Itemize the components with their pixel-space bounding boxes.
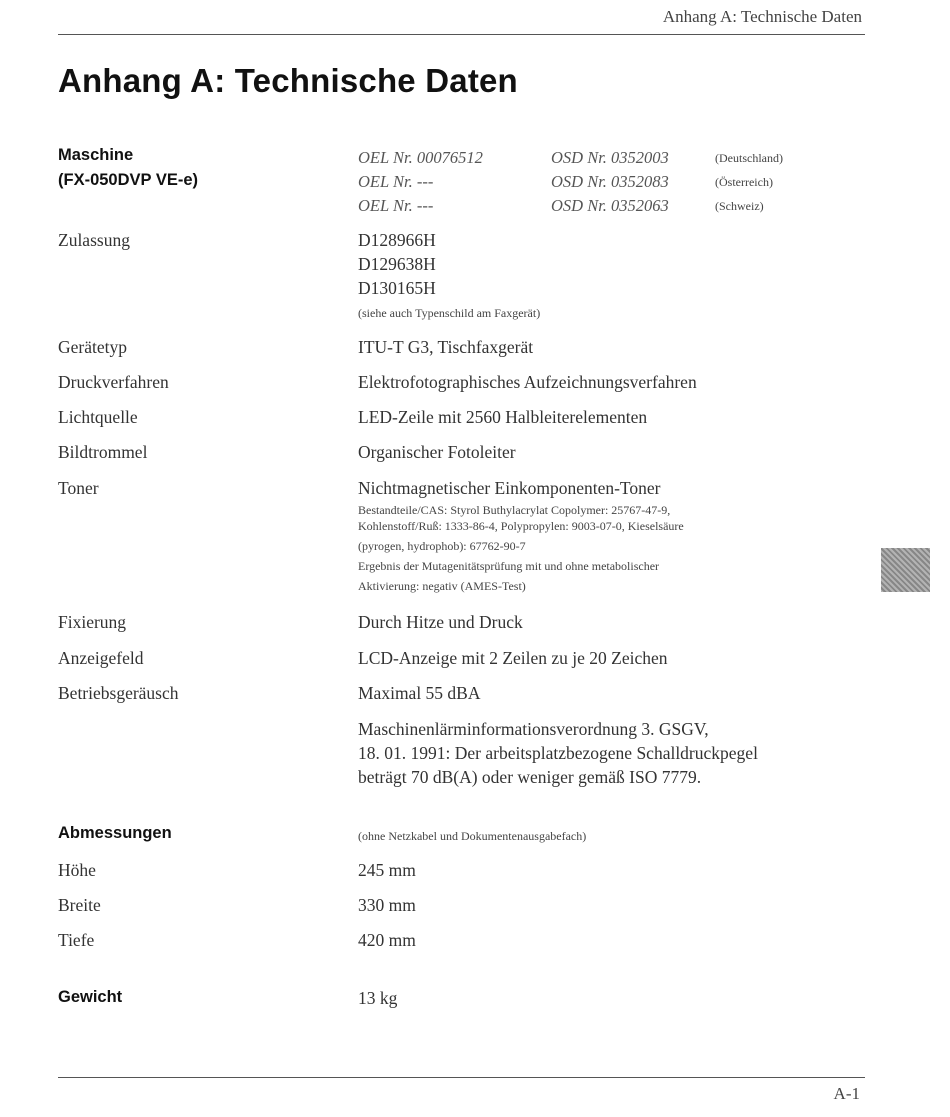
anzeigefeld-label: Anzeigefeld bbox=[58, 648, 144, 668]
footer-rule bbox=[58, 1077, 865, 1078]
gewicht-value: 13 kg bbox=[358, 988, 398, 1008]
abmessungen-label: Abmessungen bbox=[58, 824, 172, 842]
page-title: Anhang A: Technische Daten bbox=[58, 62, 518, 99]
toner-detail: Ergebnis der Mutagenitätsprüfung mit und ohne metabolischer bbox=[358, 559, 660, 573]
toner-detail: Bestandteile/CAS: Styrol Buthylacrylat Copolymer: 25767-47-9, bbox=[358, 503, 671, 517]
betriebsgeraeusch-detail: beträgt 70 dB(A) oder weniger gemäß ISO 7779. bbox=[358, 767, 702, 787]
bildtrommel-label: Bildtrommel bbox=[58, 442, 148, 462]
maschine-model-label: (FX-050DVP VE-e) bbox=[58, 171, 198, 189]
country-label: (Österreich) bbox=[715, 175, 773, 189]
hoehe-label: Höhe bbox=[58, 860, 96, 880]
hoehe-value: 245 mm bbox=[358, 860, 416, 880]
betriebsgeraeusch-value: Maximal 55 dBA bbox=[358, 683, 481, 703]
oel-number: OEL Nr. 00076512 bbox=[358, 148, 483, 167]
abmessungen-note: (ohne Netzkabel und Dokumentenausgabefach) bbox=[358, 829, 587, 843]
zulassung-value: D129638H bbox=[358, 254, 436, 274]
gewicht-label: Gewicht bbox=[58, 988, 123, 1006]
zulassung-value: D130165H bbox=[358, 278, 436, 298]
lichtquelle-value: LED-Zeile mit 2560 Halbleiterelementen bbox=[358, 407, 648, 427]
oel-number: OEL Nr. --- bbox=[358, 172, 434, 191]
breite-label: Breite bbox=[58, 895, 101, 915]
page-number: A-1 bbox=[833, 1084, 860, 1103]
fixierung-label: Fixierung bbox=[58, 612, 127, 632]
toner-value: Nichtmagnetischer Einkomponenten-Toner bbox=[358, 478, 661, 498]
running-header: Anhang A: Technische Daten bbox=[662, 7, 862, 26]
betriebsgeraeusch-detail: Maschinenlärminformationsverordnung 3. GSGV, bbox=[358, 719, 709, 739]
breite-value: 330 mm bbox=[358, 895, 416, 915]
tiefe-value: 420 mm bbox=[358, 930, 416, 950]
osd-number: OSD Nr. 0352003 bbox=[551, 148, 669, 167]
header-rule bbox=[58, 34, 865, 35]
anzeigefeld-value: LCD-Anzeige mit 2 Zeilen zu je 20 Zeichen bbox=[358, 648, 668, 668]
zulassung-label: Zulassung bbox=[58, 230, 130, 250]
betriebsgeraeusch-label: Betriebsgeräusch bbox=[58, 683, 179, 703]
geraetetyp-value: ITU-T G3, Tischfaxgerät bbox=[358, 337, 534, 357]
country-label: (Schweiz) bbox=[715, 199, 764, 213]
country-label: (Deutschland) bbox=[715, 151, 783, 165]
bildtrommel-value: Organischer Fotoleiter bbox=[358, 442, 516, 462]
geraetetyp-label: Gerätetyp bbox=[58, 337, 127, 357]
fixierung-value: Durch Hitze und Druck bbox=[358, 612, 523, 632]
maschine-label: Maschine bbox=[58, 146, 134, 164]
osd-number: OSD Nr. 0352063 bbox=[551, 196, 669, 215]
toner-label: Toner bbox=[58, 478, 99, 498]
betriebsgeraeusch-detail: 18. 01. 1991: Der arbeitsplatzbezogene Schalldruckpegel bbox=[358, 743, 758, 763]
osd-number: OSD Nr. 0352083 bbox=[551, 172, 669, 191]
tiefe-label: Tiefe bbox=[58, 930, 95, 950]
zulassung-value: D128966H bbox=[358, 230, 436, 250]
druckverfahren-value: Elektrofotographisches Aufzeichnungsverfahren bbox=[358, 372, 697, 392]
toner-detail: Kohlenstoff/Ruß: 1333-86-4, Polypropylen: 9003-07-0, Kieselsäure bbox=[358, 519, 684, 533]
toner-detail: (pyrogen, hydrophob): 67762-90-7 bbox=[358, 539, 526, 553]
druckverfahren-label: Druckverfahren bbox=[58, 372, 169, 392]
toner-detail: Aktivierung: negativ (AMES-Test) bbox=[358, 579, 526, 593]
oel-number: OEL Nr. --- bbox=[358, 196, 434, 215]
zulassung-note: (siehe auch Typenschild am Faxgerät) bbox=[358, 306, 541, 320]
section-thumb-tab bbox=[881, 548, 930, 592]
lichtquelle-label: Lichtquelle bbox=[58, 407, 138, 427]
